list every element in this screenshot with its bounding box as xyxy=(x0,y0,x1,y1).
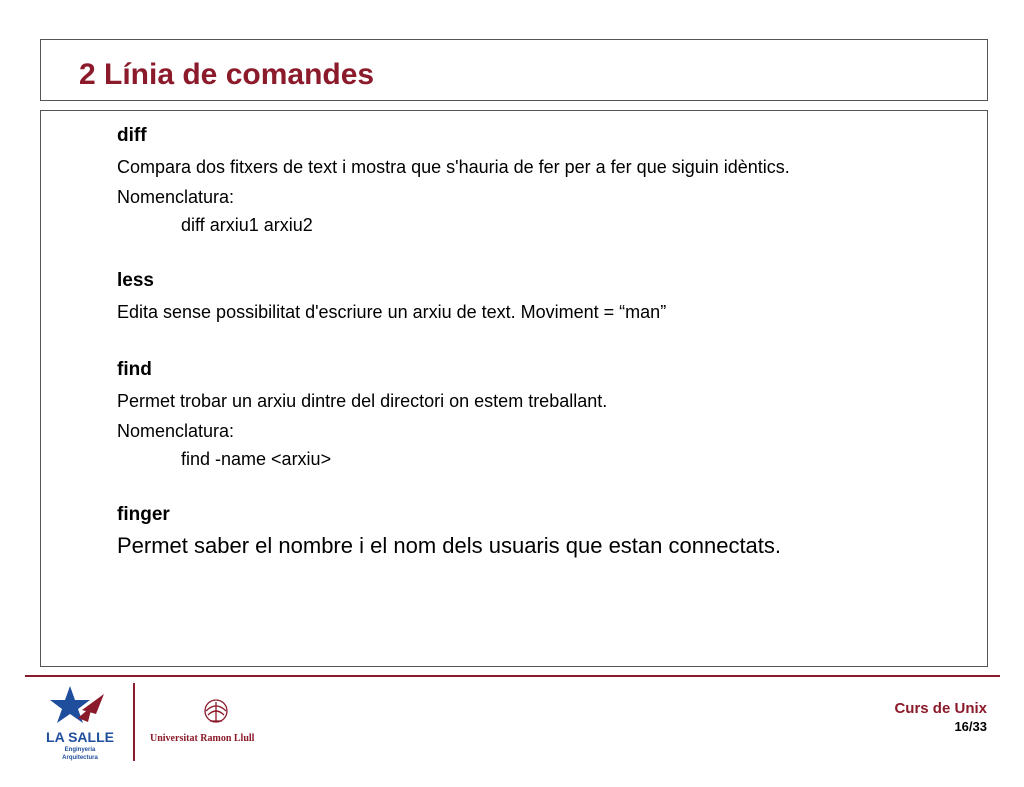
footer-divider xyxy=(25,675,1000,677)
title-box xyxy=(40,39,988,101)
course-name: Curs de Unix xyxy=(894,700,987,717)
section-description-diff: Compara dos fitxers de text i mostra que s'hauria de fer per a fer que siguin idèntics. xyxy=(117,157,790,177)
la-salle-logo xyxy=(30,680,130,764)
content-box xyxy=(40,110,988,667)
command-find: find -name <arxiu> xyxy=(181,449,332,469)
section-heading-find: find xyxy=(117,359,152,380)
svg-text:Enginyeria: Enginyeria xyxy=(64,747,96,753)
page-number: 16/33 xyxy=(954,719,987,734)
section-description-find: Permet trobar un arxiu dintre del directori on estem treballant. xyxy=(117,391,608,411)
section-heading-diff: diff xyxy=(117,125,147,146)
svg-text:Universitat Ramon Llull: Universitat Ramon Llull xyxy=(150,733,255,744)
svg-text:Arquitectura: Arquitectura xyxy=(62,755,98,761)
section-description-less: Edita sense possibilitat d'escriure un arxiu de text. Moviment = “man” xyxy=(117,302,667,322)
content-body xyxy=(117,125,947,559)
command-diff: diff arxiu1 arxiu2 xyxy=(181,215,313,235)
footer-vertical-divider xyxy=(133,683,135,761)
nomenclature-label-diff: Nomenclatura: xyxy=(117,187,235,207)
slide-title: 2 Línia de comandes xyxy=(79,58,375,91)
section-heading-finger: finger xyxy=(117,504,170,525)
universitat-ramon-llull-logo xyxy=(148,697,298,747)
section-description-finger: Permet saber el nombre i el nom dels usuaris que estan connectats. xyxy=(117,533,782,558)
section-heading-less: less xyxy=(117,270,154,291)
footer-course-info xyxy=(894,700,987,734)
svg-text:LA SALLE: LA SALLE xyxy=(46,729,114,745)
nomenclature-label-find: Nomenclatura: xyxy=(117,421,235,441)
